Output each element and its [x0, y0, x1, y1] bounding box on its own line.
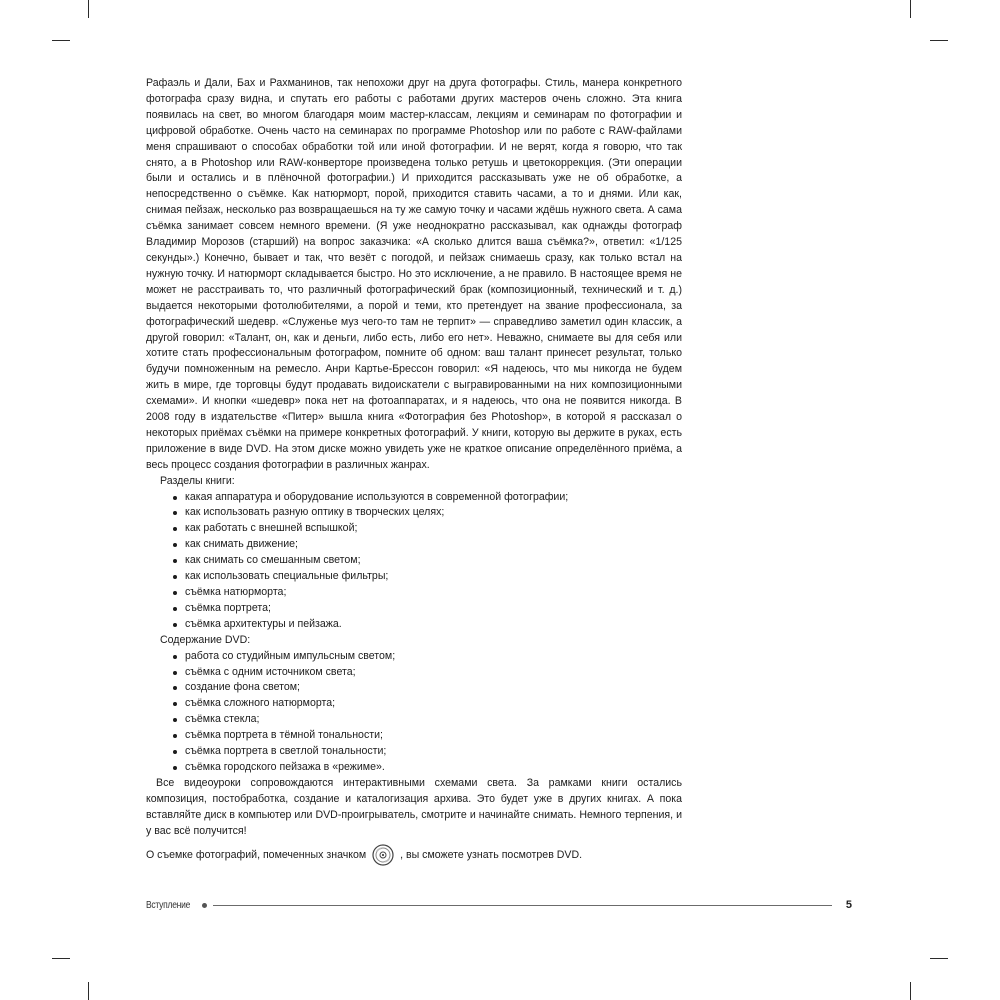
list-item: съёмка архитектуры и пейзажа.: [172, 617, 682, 633]
dvd-heading: Содержание DVD:: [160, 633, 251, 646]
page-footer: [146, 897, 852, 913]
dvd-disc-icon: [372, 844, 394, 866]
dvd-note: [146, 847, 682, 864]
list-item: как работать с внешней вспышкой;: [172, 521, 682, 537]
dvd-note-text-end: , вы сможете узнать посмотрев DVD.: [400, 848, 583, 861]
footer-dot: [202, 903, 207, 908]
sections-list: [146, 490, 682, 633]
list-item: какая аппаратура и оборудование используются в современной фотографии;: [172, 490, 682, 506]
crop-mark: [52, 958, 70, 959]
dvd-contents-list: [146, 649, 682, 776]
crop-mark: [910, 0, 911, 18]
list-item: как снимать со смешанным светом;: [172, 553, 682, 569]
list-item: съёмка городского пейзажа в «режиме».: [172, 760, 682, 776]
list-item: съёмка сложного натюрморта;: [172, 696, 682, 712]
footer-rule: [213, 905, 832, 906]
main-paragraph: Рафаэль и Дали, Бах и Рахманинов, так непохожи друг на друга фотографы. Стиль, манера конкретного фотографа сразу видна, и спутать его работы с работами других мастеров очень сложно. Эта книга появилась на свет, во многом благодаря моим мастер-классам, лекциям и семинарам по фотографии и цифровой обработке. Очень часто на семинарах по программе Photoshop или по работе с RAW-файлами меня спрашивают о способах обработки той или иной фотографии. И не верят, когда я говорю, что так снято, а в Photoshop или RAW-конверторе произведена только ретушь и цветокоррекция. (Эти операции были и остались и в плёночной фотографии.) И приходится рассказывать уже не об обработке, а непосредственно о съёмке. Как натюрморт, порой, приходится ставить часами, а то и днями. Или как, снимая пейзаж, несколько раз возвращаешься на ту же самую точку и часами ждёшь нужного света. А сама съёмка занимает совсем немного времени. (Я уже неоднократно рассказывал, как однажды фотограф Владимир Морозов (старший) на вопрос заказчика: «А сколько длится ваша съёмка?», ответил: «1/125 секунды».) Конечно, бывает и так, что везёт с погодой, и пейзаж снимаешь сразу, как только встал на нужную точку. И натюрморт складывается быстро. Но это исключение, а не правило. В настоящее время не может не расстраивать то, что различный фотографический брак (композиционный, технический и т. д.) выдается некоторыми фотолюбителями, а порой и теми, кто претендует на звание профессионала, за фотографический шедевр. «Служенье муз чего-то там не терпит» — справедливо заметил один классик, а другой говорил: «Талант, он, как и деньги, либо есть, либо его нет». Неважно, снимаете вы для себя или хотите стать профессиональным фотографом, помните об одном: ваш талант принесет результат, только будучи помноженным на ремесло. Анри Картье-Брессон говорил: «Я надеюсь, что мы никогда не будем жить в мире, где торговцы будут продавать видоискатели с выгравированными на них композиционными схемами». И кнопки «шедевр» пока нет на фотоаппаратах, и я надеюсь, что она не появится никогда. В 2008 году в издательстве «Питер» вышла книга «Фотография без Photoshop», в которой я рассказал о некоторых приёмах съёмки на примере конкретных фотографий. У книги, которую вы держите в руках, есть приложение в виде DVD. На этом диске можно увидеть уже не краткое описание определённого приёма, а весь процесс создания фотографии в различных жанрах.: [146, 77, 682, 471]
crop-mark: [930, 40, 948, 41]
list-item: как использовать специальные фильтры;: [172, 569, 682, 585]
list-item: как снимать движение;: [172, 537, 682, 553]
list-item: съёмка натюрморта;: [172, 585, 682, 601]
crop-mark: [52, 40, 70, 41]
list-item: съёмка портрета в светлой тональности;: [172, 744, 682, 760]
page-number: 5: [845, 899, 852, 911]
page-body: [146, 76, 682, 863]
crop-mark: [88, 0, 89, 18]
list-item: работа со студийным импульсным светом;: [172, 649, 682, 665]
list-item: съёмка стекла;: [172, 712, 682, 728]
list-item: съёмка портрета в тёмной тональности;: [172, 728, 682, 744]
list-item: как использовать разную оптику в творческих целях;: [172, 505, 682, 521]
sections-heading: Разделы книги:: [160, 474, 235, 487]
crop-mark: [930, 958, 948, 959]
crop-mark: [910, 982, 911, 1000]
section-label: Вступление: [146, 899, 191, 911]
list-item: съёмка портрета;: [172, 601, 682, 617]
closing-paragraph: Все видеоуроки сопровождаются интерактивными схемами света. За рамками книги остались композиция, постобработка, создание и каталогизация архива. Это будет уже в других книгах. А пока вставляйте диск в компьютер или DVD-проигрыватель, смотрите и начинайте снимать. Немного терпения, и у вас всё получится!: [146, 776, 682, 837]
list-item: съёмка с одним источником света;: [172, 665, 682, 681]
dvd-note-text: О съемке фотографий, помеченных значком: [146, 848, 367, 861]
list-item: создание фона светом;: [172, 680, 682, 696]
crop-mark: [88, 982, 89, 1000]
